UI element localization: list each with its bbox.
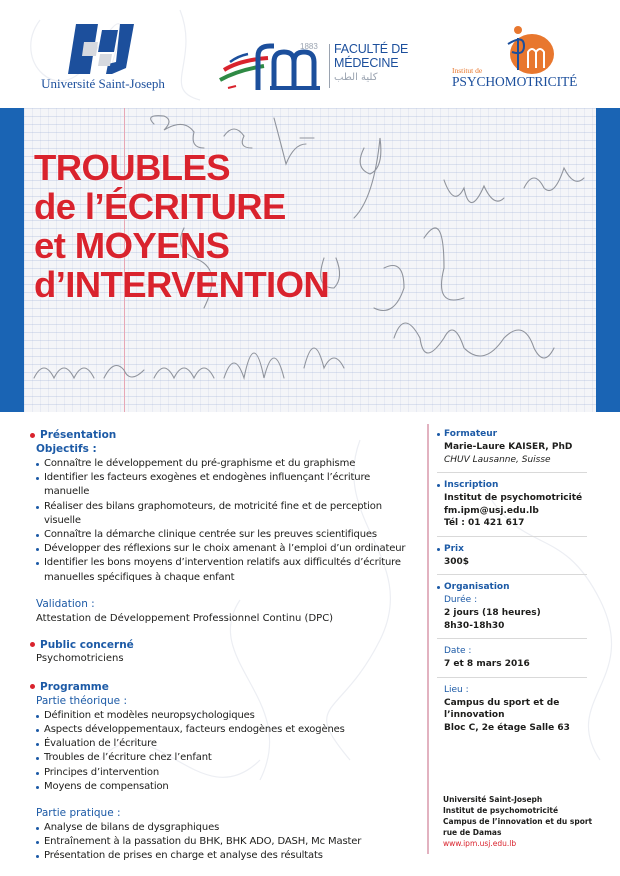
fm-arabic: كلية الطب xyxy=(334,72,378,83)
banner-right-bar xyxy=(596,108,620,412)
bullet-icon xyxy=(437,484,440,487)
faculte-medecine-logo xyxy=(218,40,418,98)
inscription-phone: Tél : 01 421 617 xyxy=(444,518,525,528)
prix-heading: Prix xyxy=(444,543,464,554)
list-item: Moyens de compensation xyxy=(36,780,410,794)
validation-text: Attestation de Développement Professionnel Continu (DPC) xyxy=(36,612,334,624)
fm-divider xyxy=(329,44,330,88)
theorique-list xyxy=(36,709,410,794)
footer-line-4: rue de Damas xyxy=(443,828,502,837)
lieu-line-2: l’innovation xyxy=(444,710,505,720)
bullet-icon xyxy=(437,586,440,589)
section-programme xyxy=(30,680,410,864)
public-heading: Public concerné xyxy=(40,638,134,651)
footer-address xyxy=(443,794,592,849)
objectifs-list xyxy=(36,457,410,585)
section-public xyxy=(30,638,410,666)
separator xyxy=(437,677,587,678)
lieu-line-1: Campus du sport et de xyxy=(444,697,560,708)
banner-left-bar xyxy=(0,108,24,412)
list-item: Principes d’intervention xyxy=(36,766,410,780)
ipm-small-label: Institut de xyxy=(452,66,483,75)
red-bullet-icon xyxy=(30,642,35,647)
main-content xyxy=(30,428,410,864)
list-item: Identifier les facteurs exogènes et endogènes influençant l’écriture manuelle xyxy=(36,471,410,499)
formateur-name: Marie-Laure KAISER, PhD xyxy=(444,442,573,452)
red-bullet-icon xyxy=(30,684,35,689)
inscription-email[interactable]: fm.ipm@usj.edu.lb xyxy=(444,505,539,516)
list-item: Identifier les bons moyens d’intervention relatifs aux difficultés d’écriture manuelles spécifiques à chaque enfant xyxy=(36,556,410,584)
formateur-affiliation: CHUV Lausanne, Suisse xyxy=(444,454,551,465)
title-banner xyxy=(0,108,620,412)
inscription-block xyxy=(437,479,597,530)
red-bullet-icon xyxy=(30,433,35,438)
pratique-list xyxy=(36,821,410,864)
ipm-big-label: PSYCHOMOTRICITÉ xyxy=(452,74,578,89)
footer-line-3: Campus de l’innovation et du sport xyxy=(443,817,593,826)
list-item: Aspects développementaux, facteurs endogènes et exogènes xyxy=(36,723,410,737)
footer-line-1: Université Saint-Joseph xyxy=(443,795,543,804)
info-sidebar xyxy=(437,428,597,734)
public-text: Psychomotriciens xyxy=(36,652,124,664)
prix-block xyxy=(437,543,597,569)
title-line-4: d’INTERVENTION xyxy=(34,264,330,305)
fm-title xyxy=(334,42,408,70)
inscription-institute: Institut de psychomotricité xyxy=(444,493,583,503)
list-item: Troubles de l’écriture chez l’enfant xyxy=(36,751,410,765)
list-item: Définition et modèles neuropsychologiques xyxy=(36,709,410,723)
presentation-heading: Présentation xyxy=(40,429,117,441)
organisation-block xyxy=(437,581,597,734)
header-logos xyxy=(0,0,620,108)
fm-line2: MÉDECINE xyxy=(334,56,399,70)
list-item: Réaliser des bilans graphomoteurs, de motricité fine et de perception visuelle xyxy=(36,500,410,528)
list-item: Entraînement à la passation du BHK, BHK ADO, DASH, Mc Master xyxy=(36,835,410,849)
institut-psychomotricite-logo xyxy=(452,24,602,94)
horaires-value: 8h30-18h30 xyxy=(444,620,505,631)
separator xyxy=(437,638,587,639)
usj-emblem-icon xyxy=(68,24,134,74)
title-line-1: TROUBLES xyxy=(34,147,230,188)
organisation-heading: Organisation xyxy=(444,582,510,592)
list-item: Connaître le développement du pré-graphisme et du graphisme xyxy=(36,457,410,471)
validation-label: Validation : xyxy=(36,597,95,610)
formateur-heading: Formateur xyxy=(444,429,498,439)
duree-label: Durée : xyxy=(444,595,478,605)
date-label: Date : xyxy=(444,646,472,656)
usj-name: Université Saint-Joseph xyxy=(41,76,165,91)
website-link[interactable]: www.ipm.usj.edu.lb xyxy=(443,839,517,848)
ipm-emblem-icon xyxy=(498,24,554,76)
separator xyxy=(437,472,587,473)
date-value: 7 et 8 mars 2016 xyxy=(444,659,530,669)
duree-value: 2 jours (18 heures) xyxy=(444,608,541,618)
separator xyxy=(437,536,587,537)
theorique-label: Partie théorique : xyxy=(36,694,127,707)
separator xyxy=(437,574,587,575)
list-item: Analyse de bilans de dysgraphiques xyxy=(36,821,410,835)
bullet-icon xyxy=(437,433,440,436)
list-item: Présentation de prises en charge et analyse des résultats xyxy=(36,849,410,863)
usj-logo xyxy=(28,24,178,94)
list-item: Développer des réflexions sur le choix amenant à l’emploi d’un ordinateur xyxy=(36,542,410,556)
title-line-2: de l’ÉCRITURE xyxy=(34,186,286,227)
list-item: Connaître la démarche clinique centrée sur les preuves scientifiques xyxy=(36,528,410,542)
footer-line-2: Institut de psychomotricité xyxy=(443,806,559,815)
formateur-block xyxy=(437,428,597,466)
event-title xyxy=(34,148,329,304)
inscription-heading: Inscription xyxy=(444,480,499,490)
objectifs-label: Objectifs : xyxy=(36,443,97,455)
pratique-label: Partie pratique : xyxy=(36,807,121,820)
lieu-label: Lieu : xyxy=(444,684,469,695)
sidebar-divider xyxy=(427,424,429,854)
list-item: Évaluation de l’écriture xyxy=(36,737,410,751)
fm-line1: FACULTÉ DE xyxy=(334,42,409,56)
fm-year: 1883 xyxy=(300,42,318,51)
title-line-3: et MOYENS xyxy=(34,225,230,266)
bullet-icon xyxy=(437,548,440,551)
prix-value: 300$ xyxy=(444,556,470,567)
section-presentation xyxy=(30,428,410,626)
programme-heading: Programme xyxy=(40,680,109,693)
lieu-line-3: Bloc C, 2e étage Salle 63 xyxy=(444,722,570,733)
